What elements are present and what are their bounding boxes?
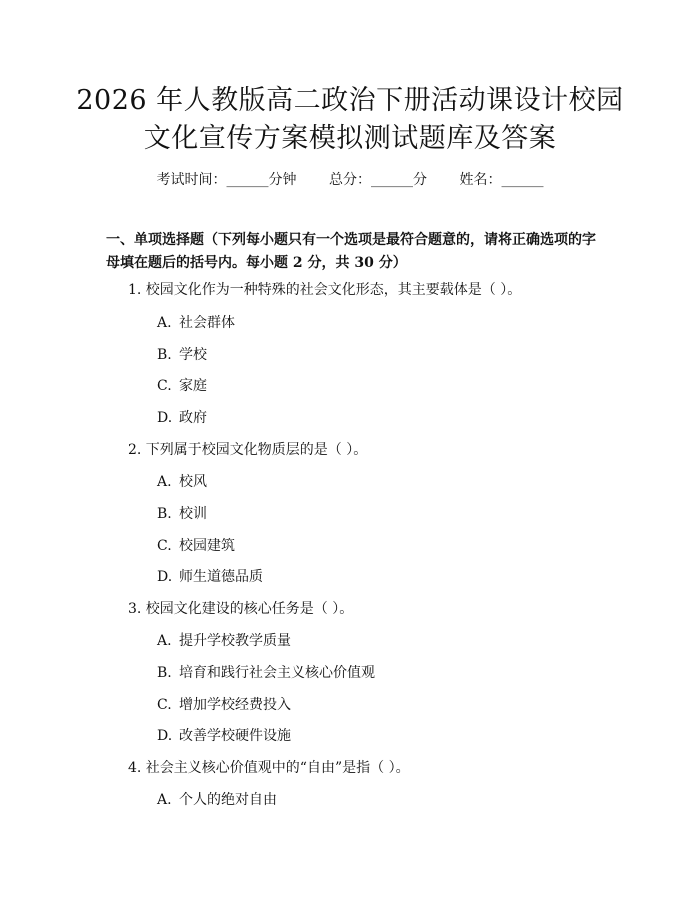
question-1: 1. 校园文化作为一种特殊的社会文化形态，其主要载体是（ ）。 [128,282,522,298]
q1-option-d [157,408,207,428]
page-title-line1: 2026 年人教版高二政治下册活动课设计校园 [76,85,624,116]
option-letter: C. [157,538,172,554]
option-letter: C. [157,697,172,713]
option-letter: A. [157,315,172,331]
option-text: 社会群体 [179,315,235,331]
name-field: 姓名：______ [459,172,544,188]
option-letter: A. [157,792,172,808]
q2-option-c [157,536,235,556]
option-letter: C. [157,378,172,394]
option-text: 提升学校教学质量 [179,633,291,649]
q2-option-a [157,472,207,492]
option-letter: B. [157,506,172,522]
question-3: 3. 校园文化建设的核心任务是（ ）。 [128,601,354,617]
option-letter: D. [157,410,173,426]
q1-option-b [157,345,207,365]
option-text: 校风 [179,474,207,490]
total-score-field: 总分：______分 [329,172,427,188]
q3-option-a [157,631,291,651]
q3-option-c [157,695,291,715]
option-letter: D. [157,569,173,585]
option-text: 政府 [179,410,207,426]
option-text: 增加学校经费投入 [179,697,291,713]
option-letter: A. [157,474,172,490]
page-title-line2: 文化宣传方案模拟测试题库及答案 [143,123,557,154]
q3-option-d [157,726,291,746]
option-text: 培育和践行社会主义核心价值观 [179,665,375,681]
section-heading: 一、单项选择题（下列每小题只有一个选项是最符合题意的，请将正确选项的字母填在题后的括号内。每小题 2 分，共 30 分） [106,232,596,271]
question-2: 2. 下列属于校园文化物质层的是（ ）。 [128,442,368,458]
option-letter: B. [157,665,172,681]
q1-option-a [157,313,235,333]
option-letter: D. [157,728,173,744]
option-text: 家庭 [179,378,207,394]
q3-option-b [157,663,375,683]
option-text: 校园建筑 [179,538,235,554]
option-letter: A. [157,633,172,649]
option-text: 改善学校硬件设施 [179,728,291,744]
option-text: 师生道德品质 [179,569,263,585]
option-text: 学校 [179,347,207,363]
option-text: 个人的绝对自由 [179,792,277,808]
q1-option-c [157,376,207,396]
option-letter: B. [157,347,172,363]
exam-info [0,170,700,190]
q2-option-d [157,567,263,587]
option-text: 校训 [179,506,207,522]
question-4: 4. 社会主义核心价值观中的“自由”是指（ ）。 [128,760,410,776]
q2-option-b [157,504,207,524]
q4-option-a [157,790,277,810]
exam-time-field: 考试时间：______分钟 [156,172,297,188]
